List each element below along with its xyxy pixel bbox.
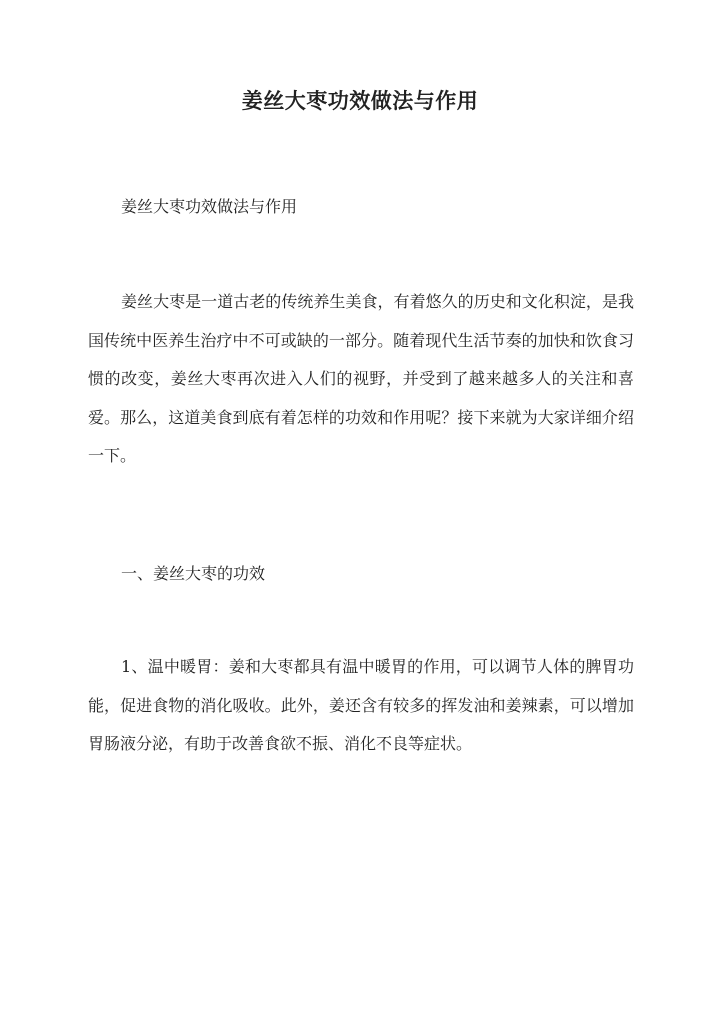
intro-paragraph: 姜丝大枣是一道古老的传统养生美食，有着悠久的历史和文化积淀，是我国传统中医养生治疗中不可或缺的一部分。随着现代生活节奏的加快和饮食习惯的改变，姜丝大枣再次进入人们的视野，并受到了越来越多人的关注和喜爱。那么，这道美食到底有着怎样的功效和作用呢？接下来就为大家详细介绍一下。 [88, 292, 634, 465]
document-subtitle: 姜丝大枣功效做法与作用 [121, 197, 298, 216]
document-title: 姜丝大枣功效做法与作用 [241, 88, 479, 113]
section-heading: 一、姜丝大枣的功效 [121, 564, 266, 583]
section-item-paragraph: 1、温中暖胃：姜和大枣都具有温中暖胃的作用，可以调节人体的脾胃功能，促进食物的消化吸收。此外，姜还含有较多的挥发油和姜辣素，可以增加胃肠液分泌，有助于改善食欲不振、消化不良等症状。 [88, 657, 634, 753]
